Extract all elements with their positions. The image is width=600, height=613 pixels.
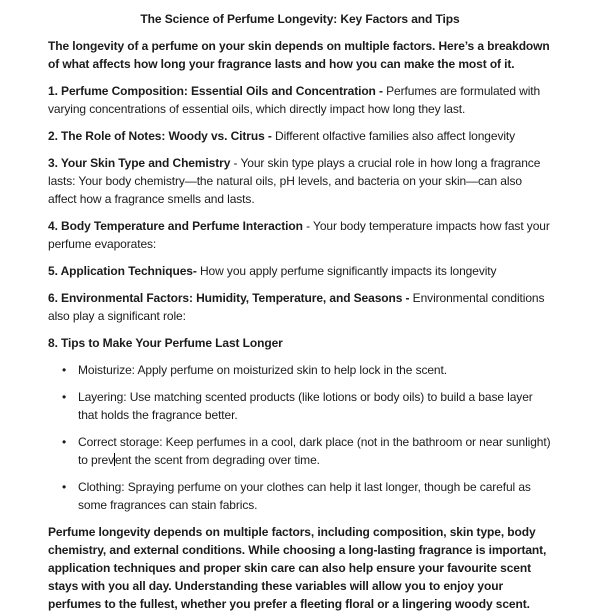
section-paragraph-8 <box>48 334 552 352</box>
section-heading-1: 1. Perfume Composition: Essential Oils and Concentration - <box>48 84 383 98</box>
section-heading-6: 6. Environmental Factors: Humidity, Temperature, and Seasons - <box>48 291 410 305</box>
list-item-text: Clothing: Spraying perfume on your clothes can help it last longer, though be careful as some fragrances can stain fabrics. <box>78 480 531 512</box>
bullet-icon: • <box>62 435 67 449</box>
document-title: The Science of Perfume Longevity: Key Factors and Tips <box>140 12 460 26</box>
bullet-icon: • <box>62 390 67 404</box>
intro-paragraph: The longevity of a perfume on your skin depends on multiple factors. Here’s a breakdown of what affects how long your fragrance lasts and how you can make the most of it. <box>48 39 550 71</box>
conclusion-paragraph: Perfume longevity depends on multiple factors, including composition, skin type, body chemistry, and external conditions. While choosing a long-lasting fragrance is important, application techniques and proper skin care can also help ensure your favourite scent stays with you all day. Understanding these variables will allow you to enjoy your perfumes to the fullest, whether you prefer a fleeting floral or a lingering woody scent. <box>48 525 547 611</box>
section-paragraph-5 <box>48 262 552 280</box>
list-item-storage <box>48 433 552 469</box>
tips-list <box>48 361 552 514</box>
section-paragraph-1 <box>48 82 552 118</box>
section-paragraph-3 <box>48 154 552 208</box>
list-item-text: Moisturize: Apply perfume on moisturized skin to help lock in the scent. <box>78 363 447 377</box>
section-paragraph-6 <box>48 289 552 325</box>
section-heading-4: 4. Body Temperature and Perfume Interaction <box>48 219 303 233</box>
list-item-text: Correct storage: Keep perfumes in a cool, dark place (not in the bathroom or near sunlight) to prev <box>78 435 551 467</box>
section-paragraph-2 <box>48 127 552 145</box>
section-text-6: Environmental conditions also play a significant role: <box>48 291 545 323</box>
section-heading-2: 2. The Role of Notes: Woody vs. Citrus - <box>48 129 272 143</box>
section-heading-3: 3. Your Skin Type and Chemistry <box>48 156 231 170</box>
section-text-2: Different olfactive families also affect longevity <box>271 129 516 143</box>
section-text-1: Perfumes are formulated with varying concentrations of essential oils, which directly impact how long they last. <box>48 84 541 116</box>
list-item-text: Layering: Use matching scented products (like lotions or body oils) to build a base layer that holds the fragrance better. <box>78 390 533 422</box>
list-item-clothing <box>48 478 552 514</box>
bullet-icon: • <box>62 480 67 494</box>
section-paragraph-4 <box>48 217 552 253</box>
section-text-4: - Your body temperature impacts how fast your perfume evaporates: <box>48 219 550 251</box>
list-item-moisturize <box>48 361 552 379</box>
section-heading-8: 8. Tips to Make Your Perfume Last Longer <box>48 336 283 350</box>
list-item-text-post: ent the scent from degrading over time. <box>115 453 320 467</box>
bullet-icon: • <box>62 363 67 377</box>
section-text-5: How you apply perfume significantly impacts its longevity <box>196 264 497 278</box>
list-item-layering <box>48 388 552 424</box>
section-text-3: - Your skin type plays a crucial role in how long a fragrance lasts: Your body chemistry—the natural oils, pH levels, and bacteria on your skin—can also affect how a fragrance smells and lasts. <box>48 156 541 206</box>
section-heading-5: 5. Application Techniques- <box>48 264 197 278</box>
